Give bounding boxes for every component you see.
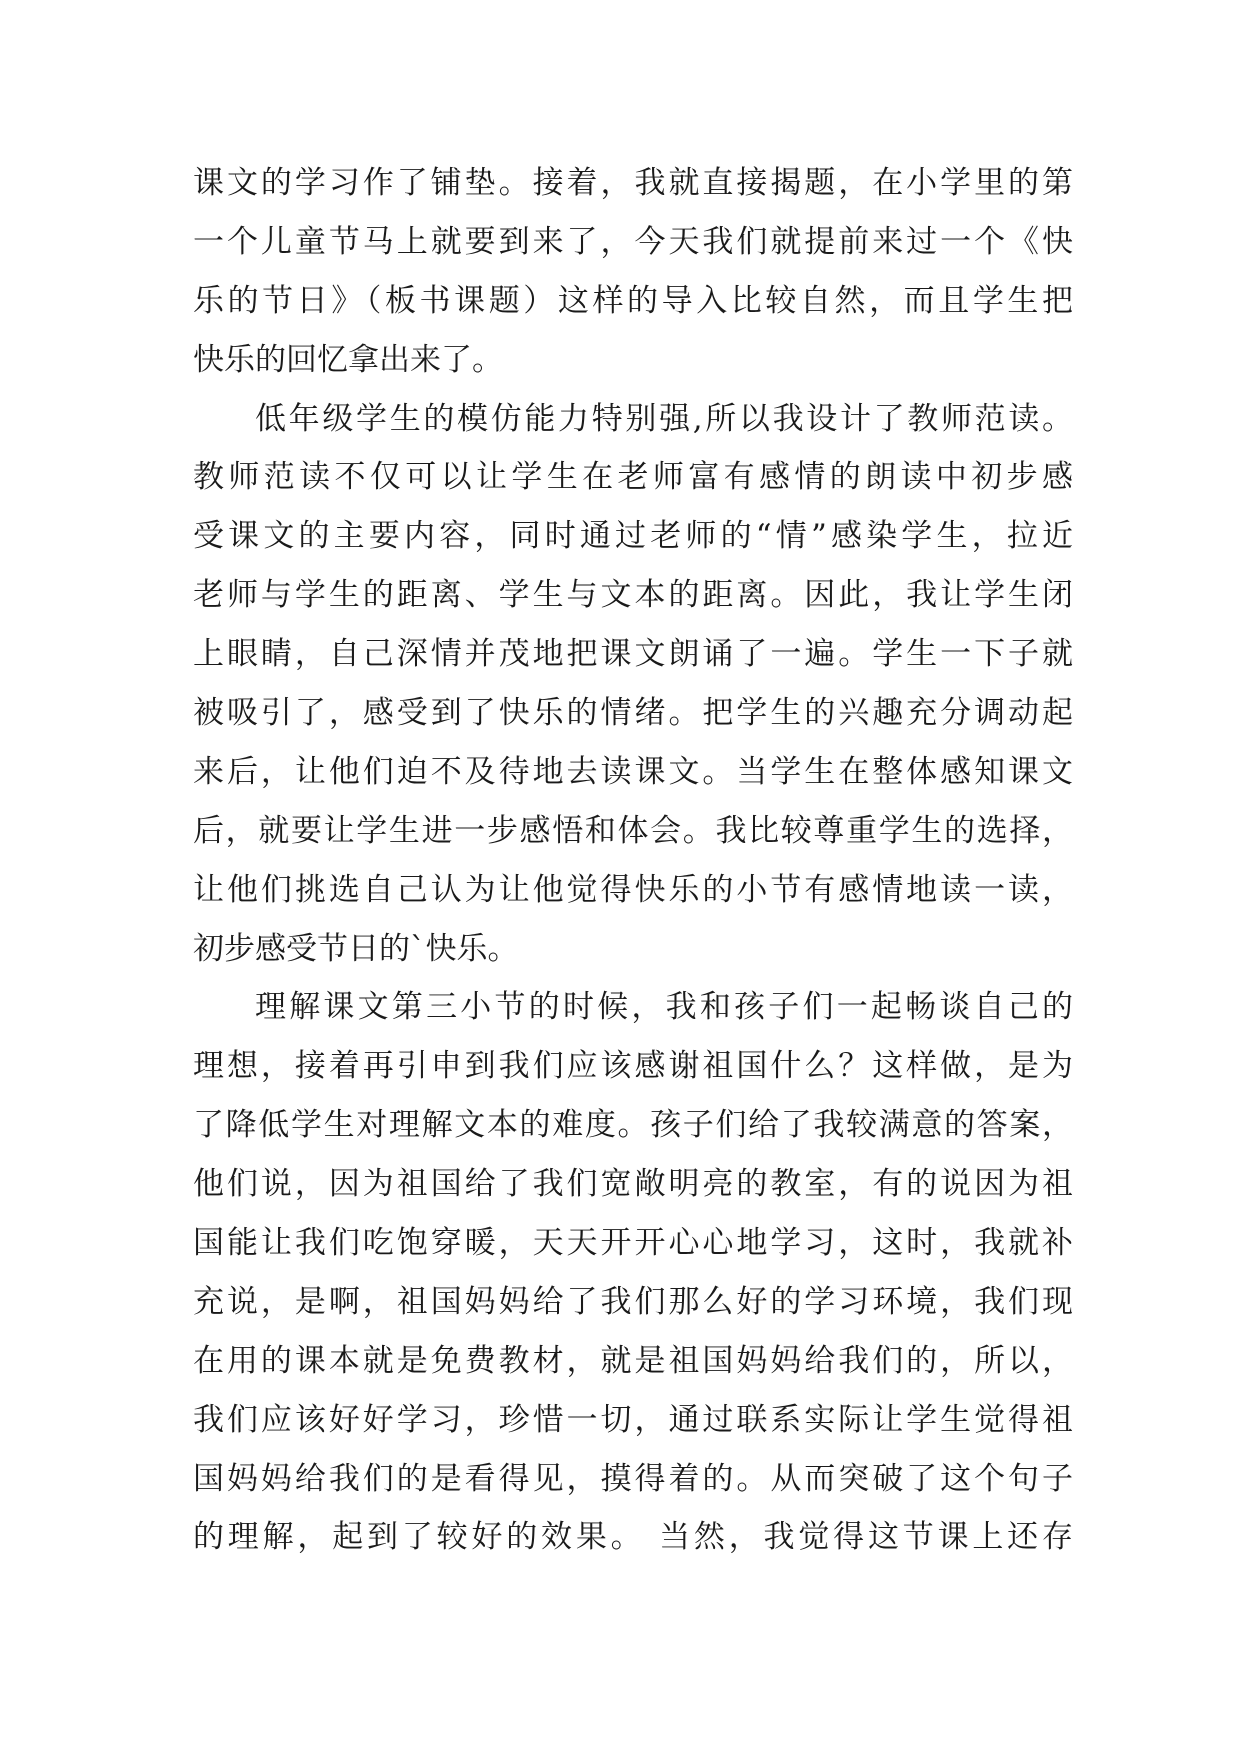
text-line: 快乐的回忆拿出来了。	[193, 341, 503, 378]
text-line: 上眼睛，自己深情并茂地把课文朗诵了一遍。学生一下子就	[193, 636, 1073, 673]
text-line: 在用的课本就是免费教材，就是祖国妈妈给我们的，所以，	[193, 1342, 1073, 1379]
text-line: 来后，让他们迫不及待地去读课文。当学生在整体感知课文	[193, 753, 1073, 790]
text-line: 的理解，起到了较好的效果。 当然，我觉得这节课上还存	[193, 1519, 1073, 1556]
text-line: 受课文的主要内容，同时通过老师的“情”感染学生，拉近	[193, 518, 1073, 555]
text-line: 国妈妈给我们的是看得见，摸得着的。从而突破了这个句子	[193, 1460, 1073, 1497]
text-line: 他们说，因为祖国给了我们宽敞明亮的教室，有的说因为祖	[193, 1166, 1073, 1203]
text-line: 低年级学生的模仿能力特别强,所以我设计了教师范读。	[255, 400, 1073, 437]
body-text	[193, 154, 1073, 1567]
paragraph-2	[193, 390, 1073, 979]
text-line: 老师与学生的距离、学生与文本的距离。因此，我让学生闭	[193, 577, 1073, 614]
text-line: 乐的节日》（板书课题）这样的导入比较自然，而且学生把	[193, 282, 1073, 319]
paragraph-1	[193, 154, 1073, 390]
text-line: 初步感受节日的`快乐。	[193, 930, 519, 967]
text-line: 理解课文第三小节的时候，我和孩子们一起畅谈自己的	[255, 989, 1073, 1026]
text-line: 国能让我们吃饱穿暖，天天开开心心地学习，这时，我就补	[193, 1225, 1073, 1262]
text-line: 让他们挑选自己认为让他觉得快乐的小节有感情地读一读，	[193, 871, 1073, 908]
text-line: 被吸引了，感受到了快乐的情绪。把学生的兴趣充分调动起	[193, 695, 1073, 732]
text-line: 后，就要让学生进一步感悟和体会。我比较尊重学生的选择，	[193, 812, 1073, 849]
text-line: 教师范读不仅可以让学生在老师富有感情的朗读中初步感	[193, 459, 1073, 496]
text-line: 理想，接着再引申到我们应该感谢祖国什么？这样做，是为	[193, 1048, 1073, 1085]
text-line: 课文的学习作了铺垫。接着，我就直接揭题，在小学里的第	[193, 165, 1073, 201]
text-line: 了降低学生对理解文本的难度。孩子们给了我较满意的答案，	[193, 1107, 1073, 1144]
text-line: 一个儿童节马上就要到来了，今天我们就提前来过一个《快	[193, 223, 1073, 260]
text-line: 充说，是啊，祖国妈妈给了我们那么好的学习环境，我们现	[193, 1283, 1073, 1320]
text-line: 我们应该好好学习，珍惜一切，通过联系实际让学生觉得祖	[193, 1401, 1073, 1438]
paragraph-3	[193, 978, 1073, 1567]
